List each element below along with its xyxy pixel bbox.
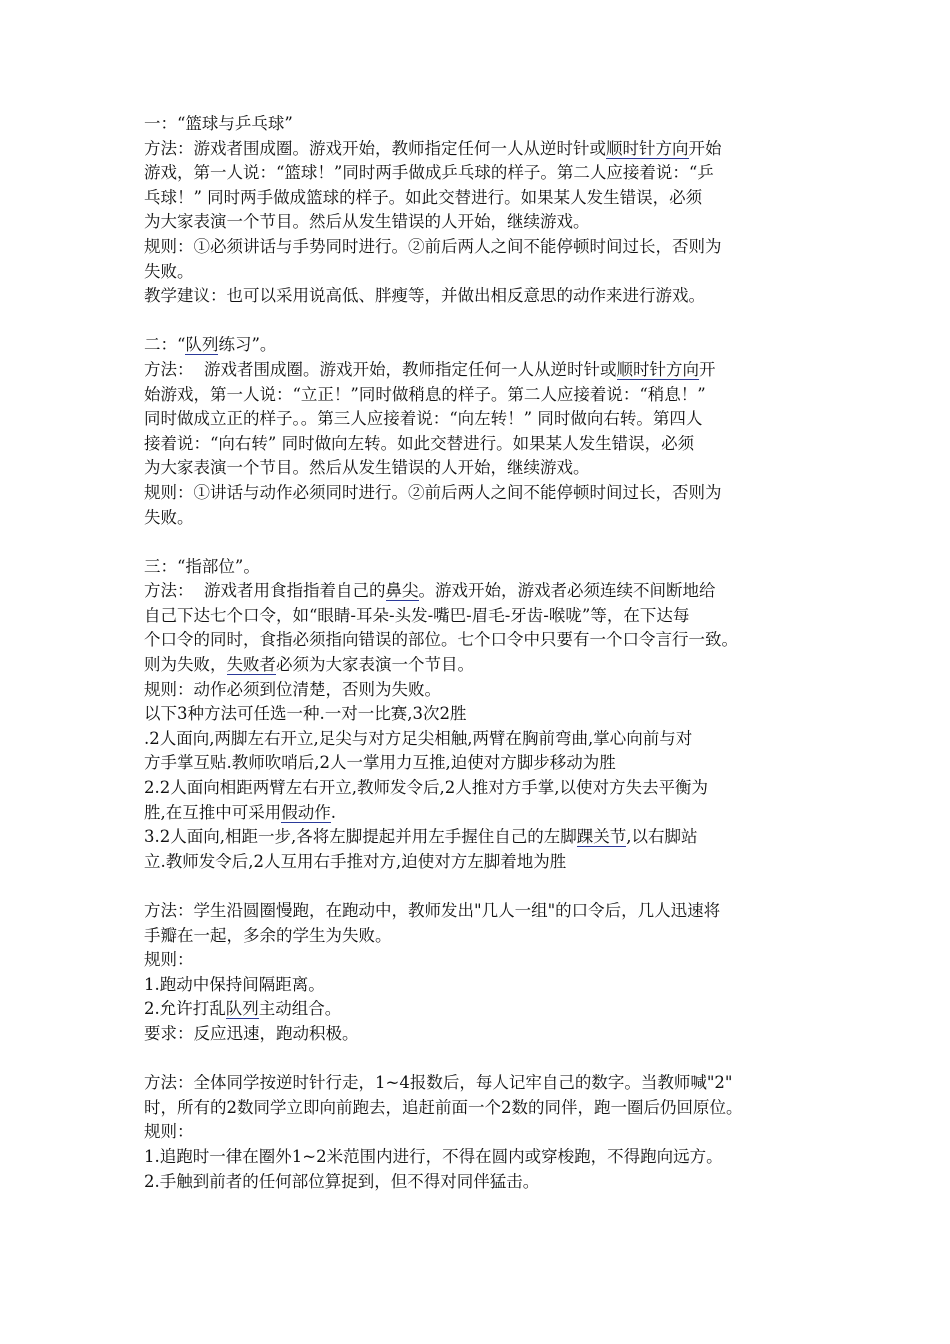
text-run: 接着说：“向右转” 同时做向左转。如此交替进行。如果某人发生错误，必须 bbox=[144, 433, 695, 453]
text-line bbox=[144, 579, 812, 604]
text-run: 方法：学生沿圆圈慢跑，在跑动中，教师发出"几人一组"的口令后，几人迅速将 bbox=[144, 901, 721, 920]
text-line bbox=[144, 653, 812, 678]
text-line bbox=[144, 948, 812, 973]
text-line bbox=[144, 1071, 812, 1096]
underlined-term[interactable]: 踝关节 bbox=[576, 827, 627, 847]
text-line bbox=[144, 555, 812, 580]
text-run: 3.2人面向,相距一步,各将左脚提起并用左手握住自己的左脚 bbox=[144, 827, 577, 847]
section-gap bbox=[144, 1047, 812, 1072]
text-line bbox=[144, 481, 812, 506]
text-run: 规则：①必须讲话与手势同时进行。②前后两人之间不能停顿时间过长，否则为 bbox=[144, 236, 722, 256]
text-line bbox=[144, 1170, 812, 1195]
text-line bbox=[144, 407, 812, 432]
text-run: 方手掌互贴.教师吹哨后,2人一掌用力互推,迫使对方脚步移动为胜 bbox=[144, 753, 616, 773]
text-run: 。游戏开始，游戏者必须连续不间断地给 bbox=[418, 581, 716, 601]
text-line bbox=[144, 825, 812, 850]
text-run: 一：“篮球与乒乓球” bbox=[144, 114, 293, 133]
text-run: 主动组合。 bbox=[258, 999, 342, 1019]
text-line bbox=[144, 997, 812, 1022]
text-line bbox=[144, 210, 812, 235]
text-run: 游戏，第一人说：“篮球！”同时两手做成乒乓球的样子。第二人应接着说：“乒 bbox=[144, 163, 714, 183]
section-gap bbox=[144, 874, 812, 899]
text-run: 则为失败， bbox=[144, 655, 227, 675]
text-run: 2.2人面向相距两臂左右开立,教师发令后,2人推对方手掌,以使对方失去平衡为 bbox=[144, 778, 708, 798]
text-line bbox=[144, 333, 812, 358]
text-run: 自己下达七个口令，如“眼睛-耳朵-头发-嘴巴-眉毛-牙齿-喉咙”等，在下达每 bbox=[144, 605, 690, 625]
text-line bbox=[144, 506, 812, 531]
text-line bbox=[144, 383, 812, 408]
section-gap bbox=[144, 530, 812, 555]
text-run: 方法：游戏者围成圈。游戏开始，教师指定任何一人从逆时针或 bbox=[144, 138, 606, 158]
text-run: 立.教师发令后,2人互用右手推对方,迫使对方左脚着地为胜 bbox=[144, 851, 567, 871]
text-run: 乓球！” 同时两手做成篮球的样子。如此交替进行。如果某人发生错误，必须 bbox=[144, 187, 703, 207]
text-run: 失败。 bbox=[144, 261, 194, 281]
section-1 bbox=[144, 112, 812, 309]
text-run: 始游戏，第一人说：“立正！”同时做稍息的样子。第二人应接着说：“稍息！” bbox=[144, 384, 706, 404]
text-line bbox=[144, 751, 812, 776]
text-run: 开 bbox=[699, 359, 716, 379]
section-5 bbox=[144, 1071, 812, 1194]
text-line bbox=[144, 1096, 812, 1121]
text-run: 方法：全体同学按逆时针行走，1~4报数后，每人记牢自己的数字。当教师喊"2" bbox=[144, 1073, 733, 1093]
text-line bbox=[144, 284, 812, 309]
underlined-term[interactable]: 队列 bbox=[185, 335, 219, 355]
text-run: 个口令的同时，食指必须指向错误的部位。七个口令中只要有一个口令言行一致。 bbox=[144, 630, 738, 650]
text-line bbox=[144, 235, 812, 260]
text-run: 要求：反应迅速，跑动积极。 bbox=[144, 1023, 359, 1043]
text-line bbox=[144, 801, 812, 826]
text-line bbox=[144, 186, 812, 211]
text-line bbox=[144, 924, 812, 949]
text-line bbox=[144, 604, 812, 629]
text-line bbox=[144, 727, 812, 752]
underlined-term[interactable]: 假动作 bbox=[281, 802, 331, 822]
text-line bbox=[144, 358, 812, 383]
section-3 bbox=[144, 555, 812, 875]
document-page bbox=[144, 112, 812, 1194]
text-run: 失败。 bbox=[144, 507, 194, 527]
text-line bbox=[144, 137, 812, 162]
text-line bbox=[144, 1120, 812, 1145]
text-line bbox=[144, 161, 812, 186]
text-run: ,以右脚站 bbox=[626, 827, 698, 847]
text-run: 同时做成立正的样子。。第三人应接着说：“向左转！” 同时做向右转。第四人 bbox=[144, 409, 703, 429]
underlined-term[interactable]: 失败者 bbox=[226, 655, 276, 675]
text-run: 方法： 游戏者围成圈。游戏开始，教师指定任何一人从逆时针或 bbox=[144, 359, 617, 379]
text-run: 练习”。 bbox=[218, 335, 277, 355]
text-run: 三：“指部位”。 bbox=[144, 556, 260, 576]
text-line bbox=[144, 432, 812, 457]
text-line bbox=[144, 260, 812, 285]
text-run: 手瓣在一起，多余的学生为失败。 bbox=[144, 925, 392, 945]
text-run: 开始 bbox=[688, 138, 722, 158]
text-run: 必须为大家表演一个节目。 bbox=[276, 655, 474, 675]
text-run: 1.跑动中保持间隔距离。 bbox=[144, 974, 325, 994]
text-run: 规则： bbox=[144, 1122, 194, 1142]
text-line bbox=[144, 1022, 812, 1047]
text-run: .2人面向,两脚左右开立,足尖与对方足尖相触,两臂在胸前弯曲,掌心向前与对 bbox=[144, 728, 693, 748]
text-line bbox=[144, 112, 812, 137]
underlined-term[interactable]: 队列 bbox=[225, 999, 259, 1019]
text-run: 以下3种方法可任选一种.一对一比赛,3次2胜 bbox=[144, 704, 467, 724]
text-run: 规则：①讲话与动作必须同时进行。②前后两人之间不能停顿时间过长，否则为 bbox=[144, 482, 722, 502]
text-line bbox=[144, 678, 812, 703]
text-run: 方法： 游戏者用食指指着自己的 bbox=[144, 581, 386, 601]
section-2 bbox=[144, 333, 812, 530]
section-4 bbox=[144, 899, 812, 1047]
text-line bbox=[144, 456, 812, 481]
text-line bbox=[144, 702, 812, 727]
text-run: 为大家表演一个节目。然后从发生错误的人开始，继续游戏。 bbox=[144, 212, 590, 232]
text-line bbox=[144, 776, 812, 801]
text-run: 教学建议：也可以采用说高低、胖瘦等，并做出相反意思的动作来进行游戏。 bbox=[144, 286, 705, 306]
text-run: 二：“ bbox=[144, 335, 186, 355]
underlined-term[interactable]: 顺时针方向 bbox=[616, 359, 699, 379]
text-line bbox=[144, 1145, 812, 1170]
text-line bbox=[144, 628, 812, 653]
text-run: 胜,在互推中可采用 bbox=[144, 802, 282, 822]
text-run: 1.追跑时一律在圈外1~2米范围内进行，不得在圆内或穿梭跑，不得跑向远方。 bbox=[144, 1146, 723, 1166]
text-line bbox=[144, 973, 812, 998]
text-run: 2.允许打乱 bbox=[144, 999, 226, 1019]
text-run: 为大家表演一个节目。然后从发生错误的人开始，继续游戏。 bbox=[144, 458, 590, 478]
text-line bbox=[144, 850, 812, 875]
text-line bbox=[144, 899, 812, 924]
underlined-term[interactable]: 鼻尖 bbox=[385, 581, 419, 601]
text-run: 规则：动作必须到位清楚，否则为失败。 bbox=[144, 679, 441, 699]
text-run: 规则： bbox=[144, 950, 194, 970]
underlined-term[interactable]: 顺时针方向 bbox=[606, 138, 689, 158]
text-run: 时，所有的2数同学立即向前跑去，追赶前面一个2数的同伴，跑一圈后仍回原位。 bbox=[144, 1097, 743, 1117]
text-run: 2.手触到前者的任何部位算捉到，但不得对同伴猛击。 bbox=[144, 1171, 540, 1191]
section-gap bbox=[144, 309, 812, 334]
text-run: . bbox=[330, 802, 336, 822]
